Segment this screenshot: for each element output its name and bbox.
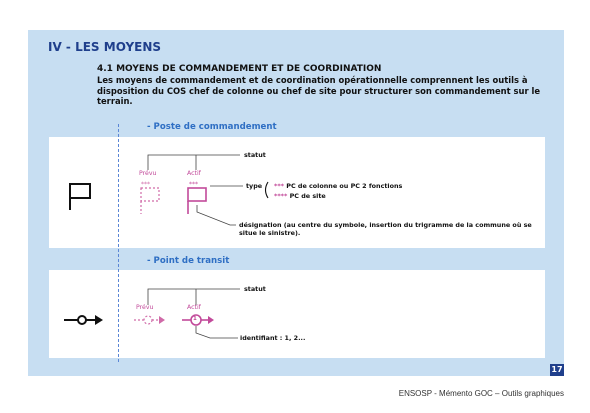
transit-icon — [64, 316, 96, 324]
poste-designation-text: désignation (au centre du symbole, insertion du trigramme de la commune où se situe le sinistre). — [239, 221, 532, 237]
type-brace — [266, 182, 269, 198]
flag-icon — [70, 184, 90, 210]
transit-symbol-number: 1 — [193, 316, 197, 322]
svg-text:***: *** — [189, 181, 198, 188]
poste-title: - Poste de commandement — [147, 122, 277, 132]
transit-actif-label: Actif — [187, 304, 201, 311]
poste-actif-label: Actif — [187, 170, 201, 177]
transit-statut-bracket — [148, 289, 240, 305]
section-title: IV - LES MOYENS — [48, 40, 162, 54]
poste-prevu-label: Prévu — [139, 170, 157, 177]
intro-paragraph: Les moyens de commandement et de coordination opérationnelle comprennent les outils à disposition du COS chef de colonne ou chef de site pour structurer son commandement sur le terrain. — [97, 75, 541, 106]
svg-text:***: *** — [141, 181, 150, 188]
subsection-title: 4.1 MOYENS DE COMMANDEMENT ET DE COORDINATION — [97, 64, 382, 74]
transit-prevu-icon — [134, 316, 159, 324]
flag-prevu-icon — [141, 188, 159, 214]
statut-bracket — [148, 155, 240, 170]
transit-title: - Point de transit — [147, 256, 230, 266]
transit-identifiant-text: identifiant : 1, 2... — [240, 334, 306, 342]
poste-type-label: type — [246, 182, 263, 190]
poste-statut-label: statut — [244, 151, 266, 159]
type-item-2: **** PC de site — [274, 192, 326, 200]
transit-prevu-label: Prévu — [136, 304, 154, 311]
type-item-1: *** PC de colonne ou PC 2 fonctions — [274, 182, 403, 190]
footer-text: ENSOSP - Mémento GOC – Outils graphiques — [398, 389, 564, 398]
transit-statut-label: statut — [244, 285, 266, 293]
page-number: 17 — [551, 365, 563, 374]
